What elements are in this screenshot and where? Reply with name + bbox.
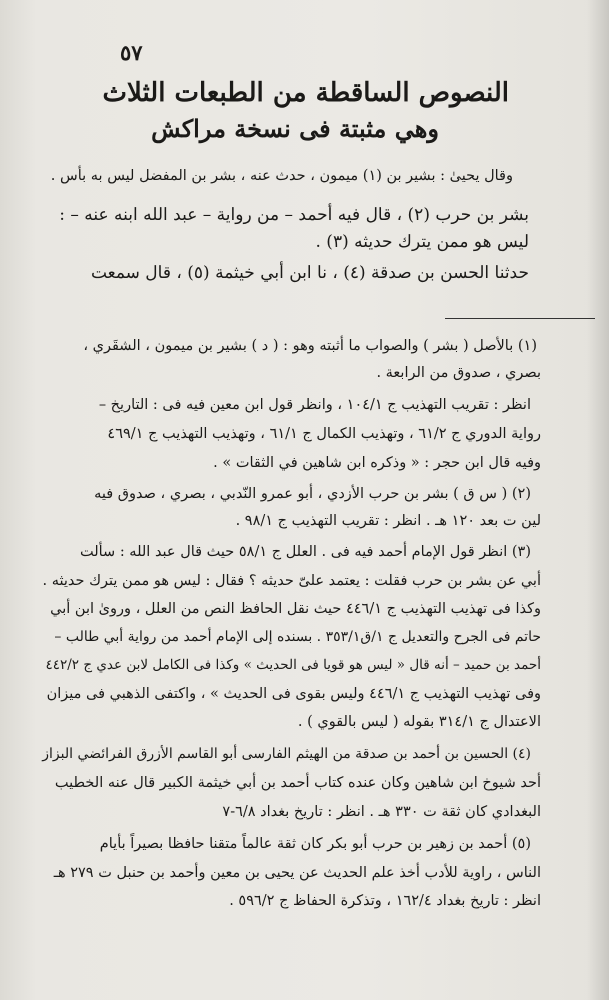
section-title-line-2: وهي مثبتة فى نسخة مراكش [151, 114, 439, 143]
footnote-line: (١) بالأصل ( بشر ) والصواب ما أثبته وهو : ( د ) بشير بن ميمون ، الشقَري ، [83, 338, 537, 354]
footnote-line: (٤) الحسين بن أحمد بن صدقة من الهيثم الفارسى أبو القاسم الأزرق الفرائضي البزاز [42, 746, 531, 762]
footnote-line: أحمد بن حميد – أنه قال « ليس هو قويا فى الحديث » وكذا فى الكامل لابن عدي ج ٤٤٢/٢ [45, 657, 541, 673]
footnote-line: وكذا فى تهذيب التهذيب ج ٤٤٦/١ حيث نقل الحافظ النص من العلل ، وروىٰ ابن أبي [50, 601, 541, 617]
footnote-line: (٣) انظر قول الإمام أحمد فيه فى . العلل ج ٥٨/١ حيث قال عبد الله : سألت [79, 544, 531, 560]
footnote-separator [445, 318, 595, 319]
footnote-line: رواية الدوري ج ٦١/٢ ، وتهذيب الكمال ج ٦١/١ ، وتهذيب التهذيب ج ٤٦٩/١ [107, 426, 541, 442]
footnote-line: أبي عن بشر بن حرب فقلت : يعتمد علىّ حديثه ؟ فقال : ليس هو ممن يترك حديثه . [42, 573, 541, 589]
footnote-line: الاعتدال ج ٣١٤/١ بقوله ( ليس بالقوي ) . [297, 714, 541, 730]
footnote-line: بصري ، صدوق من الرابعة . [376, 365, 541, 381]
footnote-line: أحد شيوخ ابن شاهين وكان عنده كتاب أحمد بن أبي خيثمة الكبير قال عنه الخطيب [54, 775, 541, 791]
main-text-line: ليس هو ممن يترك حديثه (٣) . [315, 232, 529, 252]
footnote-line: انظر : تاريخ بغداد ١٦٢/٤ ، وتذكرة الحفاظ ج ٥٩٦/٢ . [229, 893, 541, 909]
footnote-line: (٥) أحمد بن زهير بن حرب أبو بكر كان ثقة عالماً متقنا حافظا بصيراً بأيام [99, 836, 531, 852]
main-text-line: بشر بن حرب (٢) ، قال فيه أحمد – من رواية – عبد الله ابنه عنه – : [59, 205, 529, 225]
footnote-line: لين ت بعد ١٢٠ هـ . انظر : تقريب التهذيب ج ٩٨/١ . [235, 513, 541, 529]
page-edge-shadow [587, 0, 609, 1000]
footnote-line: حاتم فى الجرح والتعديل ج ١/ق٣٥٣/١ . بسنده إلى الإمام أحمد من رواية أبي طالب – [54, 629, 541, 645]
footnote-line: انظر : تقريب التهذيب ج ١٠٤/١ ، وانظر قول ابن معين فيه فى : التاريخ – [98, 397, 531, 413]
footnote-line: وفيه قال ابن حجر : « وذكره ابن شاهين في الثقات » . [213, 455, 541, 471]
page-number: ٥٧ [120, 40, 143, 65]
footnote-line: البغدادي كان ثقة ت ٣٣٠ هـ . انظر : تاريخ بغداد ٦/٨-٧ [222, 804, 541, 820]
footnote-line: الناس ، راوية للأدب أخذ علم الحديث عن يحيى بن معين وأحمد بن حنبل ت ٢٧٩ هـ [53, 865, 541, 881]
section-title-line-1: النصوص الساقطة من الطبعات الثلاث [102, 78, 509, 108]
main-text-line: وقال يحيىٰ : بشير بن (١) ميمون ، حدث عنه ، بشر بن المفضل ليس به بأس . [50, 168, 513, 184]
footnote-line: (٢) ( س ق ) بشر بن حرب الأزدي ، أبو عمرو النّدبي ، بصري ، صدوق فيه [94, 486, 531, 502]
footnote-line: وفى تهذيب التهذيب ج ٤٤٦/١ وليس بقوى فى الحديث » ، واكتفى الذهبي فى ميزان [46, 686, 541, 702]
main-text-line: حدثنا الحسن بن صدقة (٤) ، نا ابن أبي خيثمة (٥) ، قال سمعت [90, 263, 529, 283]
